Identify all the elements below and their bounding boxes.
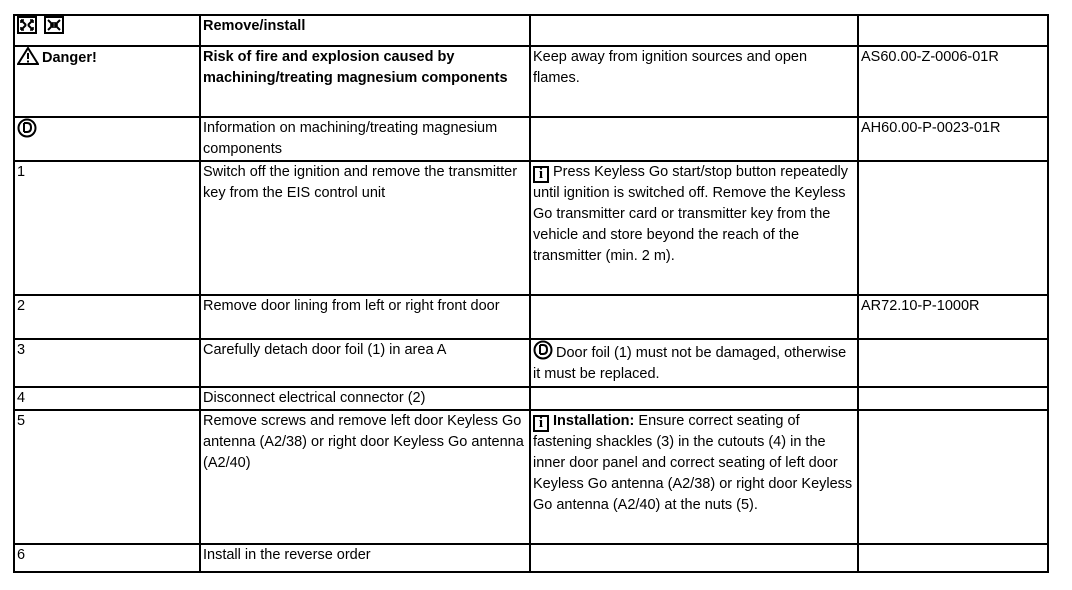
step-note-cell xyxy=(530,161,858,295)
step-ref: AR72.10-P-1000R xyxy=(858,295,1048,339)
header-empty-note xyxy=(530,15,858,46)
step-action: Remove screws and remove left door Keyless Go antenna (A2/38) or right door Keyless Go antenna (A2/40) xyxy=(200,410,530,544)
step-row xyxy=(14,544,1048,572)
step-number: 4 xyxy=(14,387,200,410)
step-number: 6 xyxy=(14,544,200,572)
info-empty-note xyxy=(530,117,858,161)
procedure-table xyxy=(13,14,1049,573)
header-empty-ref xyxy=(858,15,1048,46)
step-row xyxy=(14,339,1048,387)
step-note: Press Keyless Go start/stop button repeatedly until ignition is switched off. Remove the Keyless Go transmitter card or transmitter key from the vehicle and store beyond the reach of the transmitter (min. 2 m). xyxy=(533,164,848,264)
step-ref xyxy=(858,410,1048,544)
step-number: 1 xyxy=(14,161,200,295)
step-ref xyxy=(858,544,1048,572)
step-note-cell xyxy=(530,410,858,544)
step-row xyxy=(14,410,1048,544)
install-symbol-icon xyxy=(44,16,64,34)
step-note: Ensure correct seating of fastening shackles (3) in the cutouts (4) in the inner door panel and correct seating of left door Keyless Go antenna (A2/38) or right door Keyless Go antenna (A2/40) at the nuts (5). xyxy=(533,413,853,513)
attention-hand-icon xyxy=(533,340,553,360)
step-note xyxy=(530,387,858,410)
warning-triangle-icon xyxy=(17,47,39,65)
info-note-icon: i xyxy=(533,166,549,183)
step-number: 2 xyxy=(14,295,200,339)
step-row xyxy=(14,161,1048,295)
step-note xyxy=(530,295,858,339)
step-number: 5 xyxy=(14,410,200,544)
info-ref: AH60.00-P-0023-01R xyxy=(858,117,1048,161)
step-note xyxy=(530,544,858,572)
header-row xyxy=(14,15,1048,46)
attention-hand-icon xyxy=(17,118,37,138)
step-action: Carefully detach door foil (1) in area A xyxy=(200,339,530,387)
info-row xyxy=(14,117,1048,161)
step-note-cell xyxy=(530,339,858,387)
step-action: Switch off the ignition and remove the transmitter key from the EIS control unit xyxy=(200,161,530,295)
step-ref xyxy=(858,387,1048,410)
step-number: 3 xyxy=(14,339,200,387)
info-text: Information on machining/treating magnesium components xyxy=(200,117,530,161)
installation-label: Installation: xyxy=(553,413,635,429)
step-action: Remove door lining from left or right front door xyxy=(200,295,530,339)
danger-row xyxy=(14,46,1048,117)
step-row xyxy=(14,387,1048,410)
header-title: Remove/install xyxy=(200,15,530,46)
danger-ref: AS60.00-Z-0006-01R xyxy=(858,46,1048,117)
info-icon-cell xyxy=(14,117,200,161)
danger-label-cell xyxy=(14,46,200,117)
header-icons-cell xyxy=(14,15,200,46)
step-action: Install in the reverse order xyxy=(200,544,530,572)
step-note: Door foil (1) must not be damaged, otherwise it must be replaced. xyxy=(533,345,847,382)
step-ref xyxy=(858,339,1048,387)
danger-note: Keep away from ignition sources and open flames. xyxy=(530,46,858,117)
step-row xyxy=(14,295,1048,339)
step-ref xyxy=(858,161,1048,295)
step-action: Disconnect electrical connector (2) xyxy=(200,387,530,410)
danger-label: Danger! xyxy=(42,50,97,66)
remove-symbol-icon xyxy=(17,16,37,34)
danger-risk: Risk of fire and explosion caused by machining/treating magnesium components xyxy=(200,46,530,117)
info-note-icon: i xyxy=(533,415,549,432)
